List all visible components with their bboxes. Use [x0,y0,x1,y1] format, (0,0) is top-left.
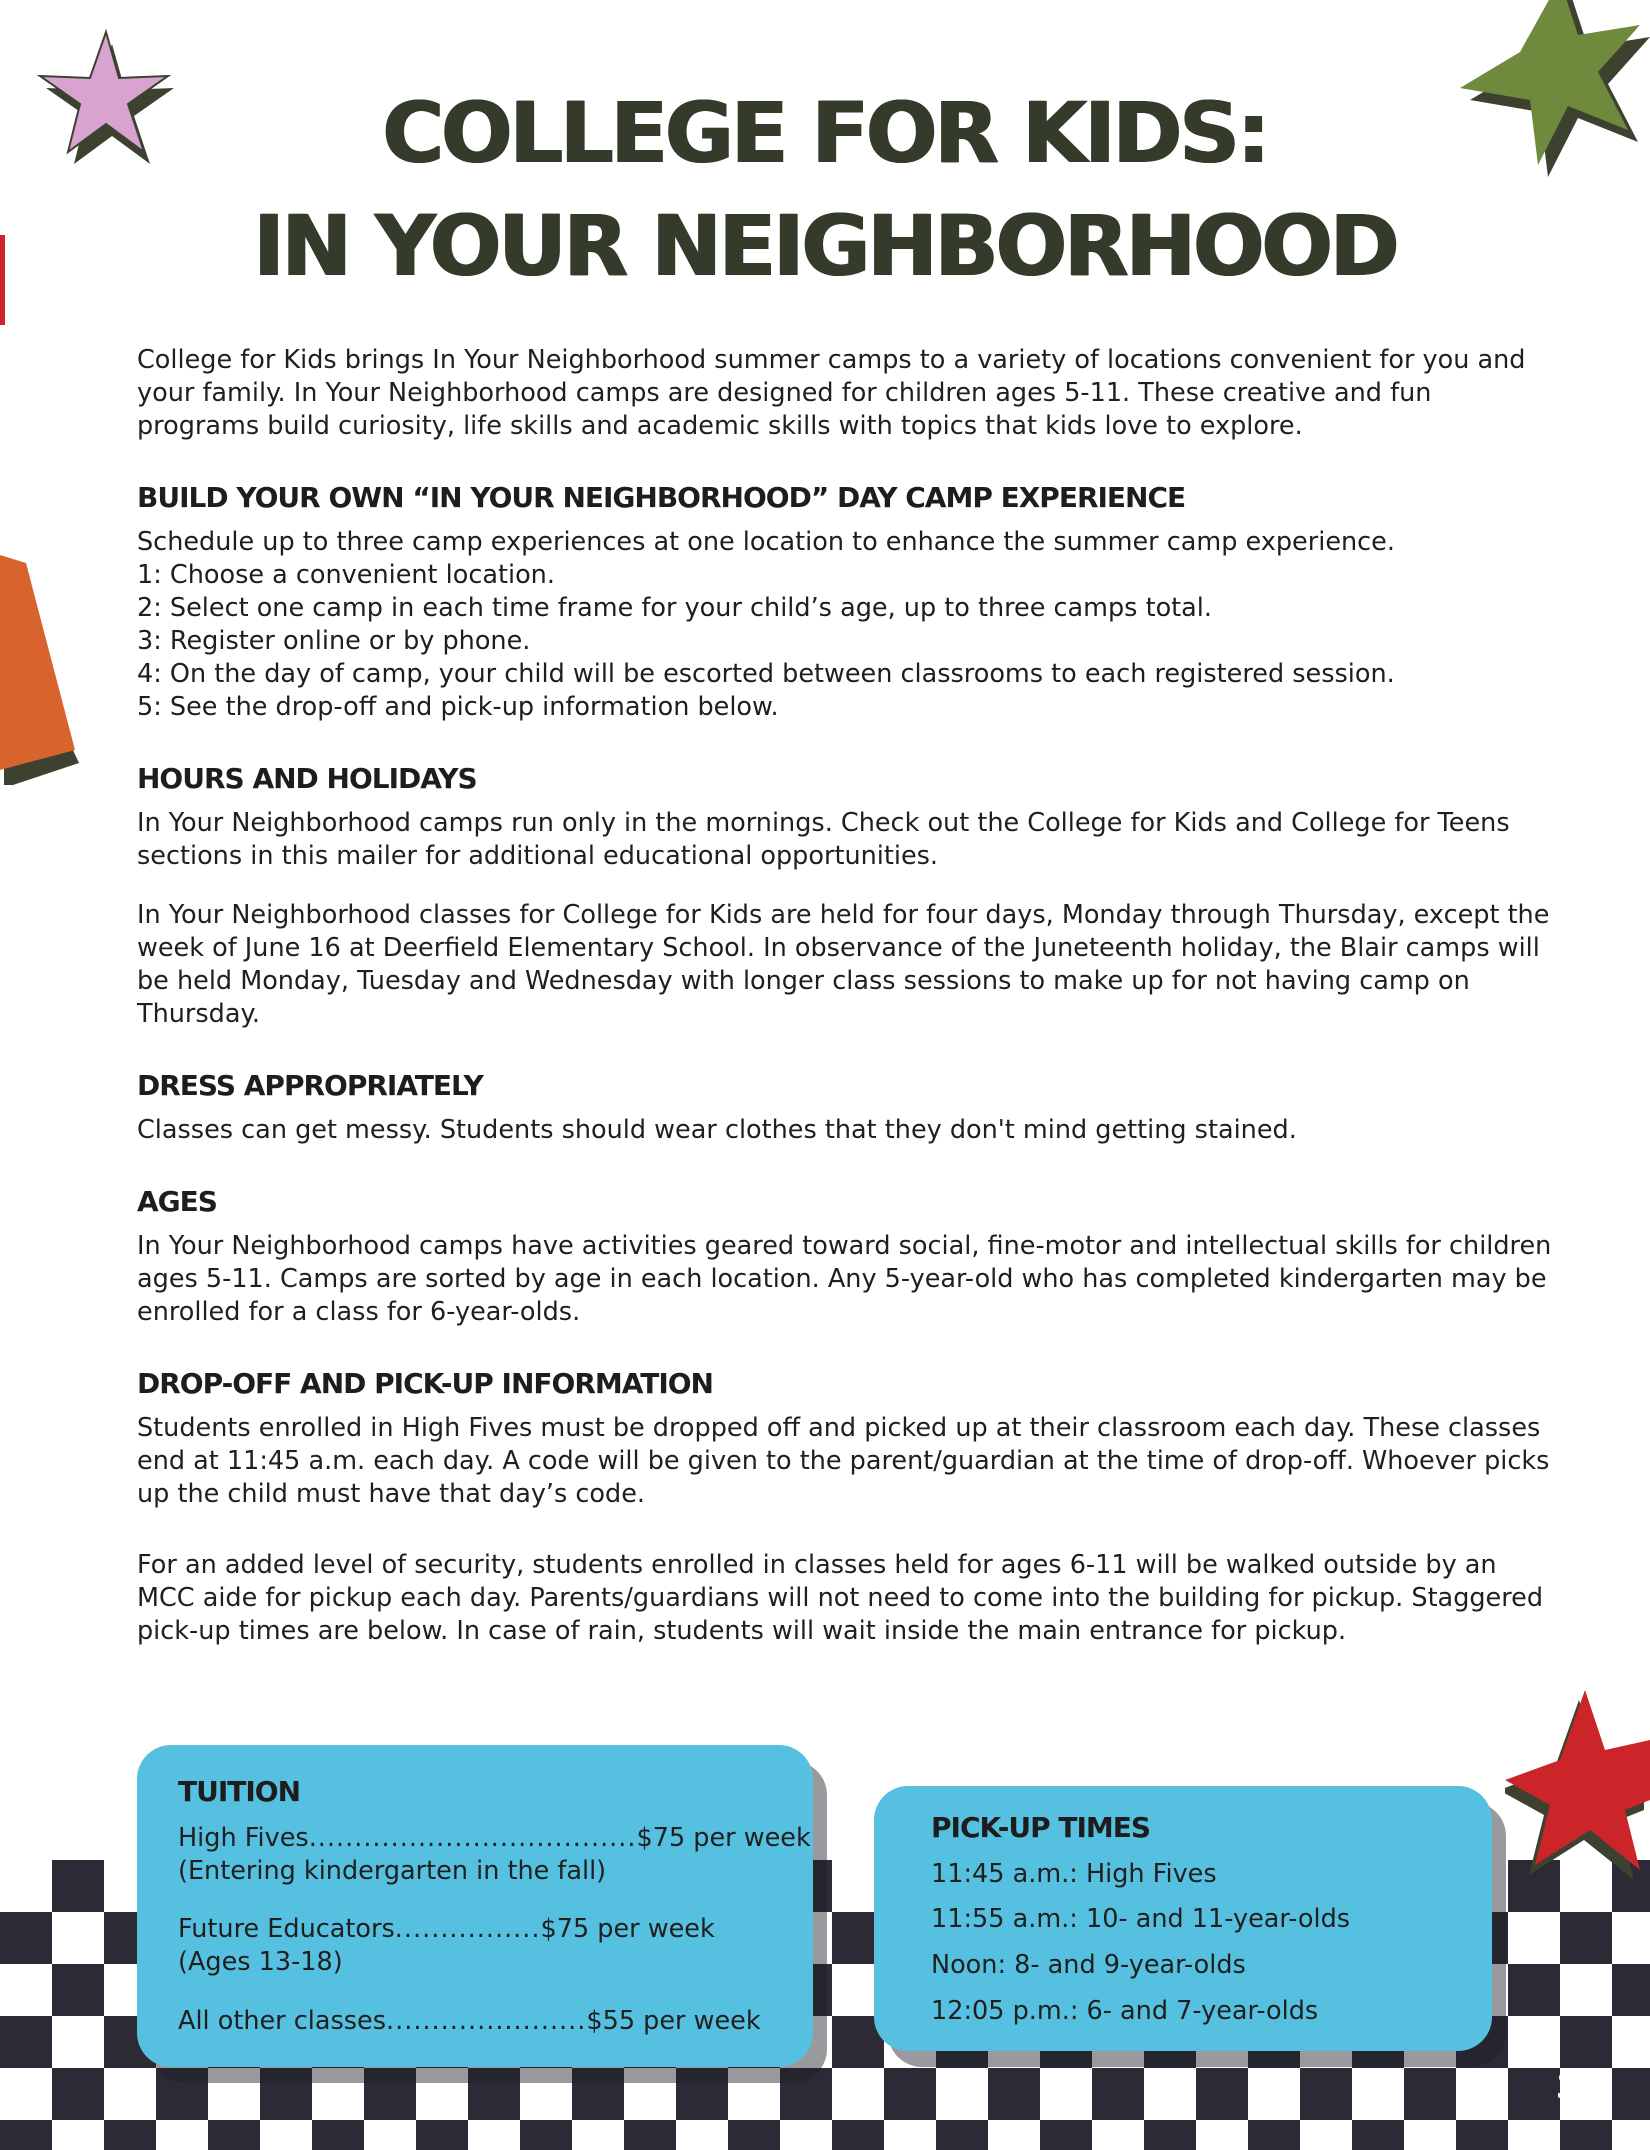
pickup-times-box [874,1786,1492,2051]
pickup-time-1: 11:45 a.m.: High Fives [931,1859,1217,1889]
pickup-time-2: 11:55 a.m.: 10- and 11-year-olds [931,1904,1351,1934]
dress-heading: DRESS APPROPRIATELY [137,1069,483,1102]
tuition-item-name: High Fives [178,1823,309,1853]
page-title-line1: COLLEGE FOR KIDS: [382,84,1268,182]
tuition-row-future-educators [178,1913,715,1946]
hours-paragraph-1: In Your Neighborhood camps run only in the mornings. Check out the College for Kids and College for Teens sections in this mailer for additional educational opportunities. [137,808,1510,871]
dress-paragraph: Classes can get messy. Students should wear clothes that they don't mind getting stained. [137,1115,1297,1145]
tuition-row-high-fives [178,1822,811,1855]
build-heading: BUILD YOUR OWN “IN YOUR NEIGHBORHOOD” DAY CAMP EXPERIENCE [137,481,1186,514]
tuition-item-price: $75 per week [540,1914,715,1944]
hours-heading: HOURS AND HOLIDAYS [137,762,477,795]
dropoff-paragraph-2: For an added level of security, students enrolled in classes held for ages 6-11 will be walked outside by an MCC aide for pickup each day. Parents/guardians will not need to come into the building for pickup. Staggered pick-up times are below. In case of rain, students will wait inside the main entrance for pickup. [137,1550,1544,1646]
tuition-heading: TUITION [178,1775,301,1808]
orange-triangle-icon [0,555,90,785]
build-step-4: 4: On the day of camp, your child will be escorted between classrooms to each registered session. [137,659,1395,689]
tuition-leader-dots: ................ [394,1914,541,1944]
build-steps [137,526,1552,724]
tuition-item-name: Future Educators [178,1914,395,1944]
dropoff-heading: DROP-OFF AND PICK-UP INFORMATION [137,1367,713,1400]
red-star-icon [1505,1680,1650,1880]
build-step-3: 3: Register online or by phone. [137,626,531,656]
tuition-item-name: All other classes [178,2006,387,2036]
ages-heading: AGES [137,1185,217,1218]
pickup-heading: PICK-UP TIMES [931,1811,1151,1844]
page-number: 3 [1556,2068,1579,2106]
pickup-time-4: 12:05 p.m.: 6- and 7-year-olds [931,1996,1319,2026]
ages-paragraph: In Your Neighborhood camps have activities geared toward social, fine-motor and intellectual skills for children ages 5-11. Camps are sorted by age in each location. Any 5-year-old who has completed kindergarten may be enrolled for a class for 6-year-olds. [137,1231,1552,1327]
build-step-1: 1: Choose a convenient location. [137,560,555,590]
build-step-2: 2: Select one camp in each time frame for your child’s age, up to three camps total. [137,593,1212,623]
tuition-item-price: $75 per week [636,1823,811,1853]
tuition-item-price: $55 per week [586,2006,761,2036]
hours-paragraph-2: In Your Neighborhood classes for College for Kids are held for four days, Monday through Thursday, except the week of June 16 at Deerfield Elementary School. In observance of the Juneteenth holiday, the Blair camps will be held Monday, Tuesday and Wednesday with longer class sessions to make up for not having camp on Thursday. [137,900,1550,1029]
pickup-time-3: Noon: 8- and 9-year-olds [931,1950,1246,1980]
page-title-line2: IN YOUR NEIGHBORHOOD [253,197,1397,295]
build-lead: Schedule up to three camp experiences at one location to enhance the summer camp experience. [137,527,1395,557]
tuition-leader-dots: ...................... [386,2006,587,2036]
main-content [137,344,1552,1674]
dropoff-paragraph-1: Students enrolled in High Fives must be dropped off and picked up at their classroom each day. These classes end at 11:45 a.m. each day. A code will be given to the parent/guardian at the time of drop-off. Whoever picks up the child must have that day’s code. [137,1413,1550,1509]
tuition-row-all-other [178,2005,761,2038]
tuition-note-future-educators: (Ages 13-18) [178,1947,343,1977]
intro-paragraph: College for Kids brings In Your Neighborhood summer camps to a variety of locations convenient for you and your family. In Your Neighborhood camps are designed for children ages 5-11. These creative and fun programs build curiosity, life skills and academic skills with topics that kids love to explore. [137,345,1526,441]
build-step-5: 5: See the drop-off and pick-up information below. [137,692,779,722]
tuition-box [137,1745,813,2067]
tuition-note-high-fives: (Entering kindergarten in the fall) [178,1856,607,1886]
tuition-leader-dots: .................................... [308,1823,637,1853]
